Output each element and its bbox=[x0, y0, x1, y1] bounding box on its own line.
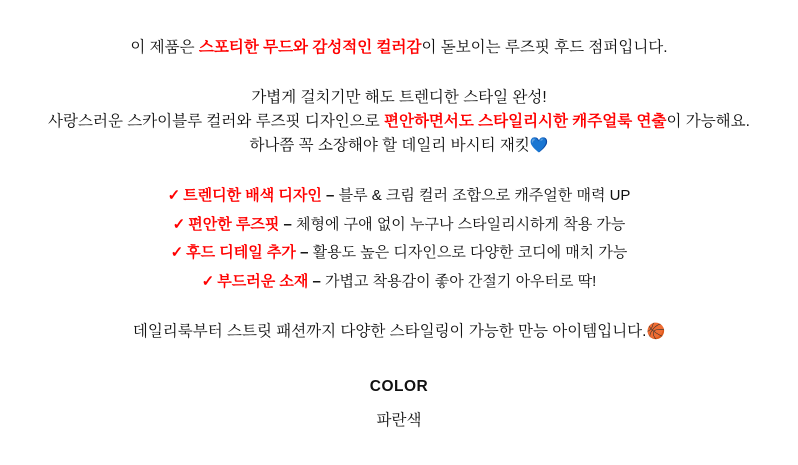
feature-detail: 가볍고 착용감이 좋아 간절기 아우터로 딱! bbox=[325, 272, 597, 290]
color-section-title: COLOR bbox=[369, 378, 429, 396]
check-icon: ✓ bbox=[172, 215, 186, 233]
feature-bullet-4 bbox=[10, 268, 788, 297]
spacer-intro-body bbox=[10, 60, 788, 86]
feature-dash: – bbox=[321, 187, 339, 205]
feature-title: 편안한 루즈핏 bbox=[188, 215, 280, 233]
feature-title: 트렌디한 배색 디자인 bbox=[183, 187, 322, 205]
feature-title: 후드 디테일 추가 bbox=[186, 244, 296, 262]
feature-bullet-3 bbox=[10, 239, 788, 268]
body-line-3-text: 하나쯤 꼭 소장해야 할 데일리 바시티 재킷 bbox=[249, 137, 530, 155]
intro-text-before: 이 제품은 bbox=[130, 39, 199, 56]
check-icon: ✓ bbox=[170, 244, 184, 262]
spacer-bullets-closing bbox=[10, 296, 788, 320]
body-line-2 bbox=[10, 110, 788, 134]
intro-text-after: 이 돋보이는 루즈핏 후드 점퍼입니다. bbox=[421, 39, 668, 56]
blue-heart-icon: 💙 bbox=[529, 137, 549, 155]
body-line-3 bbox=[10, 134, 788, 158]
feature-dash: – bbox=[308, 272, 326, 290]
body-line-2-after: 이 가능해요. bbox=[666, 113, 750, 131]
body-line-1: 가볍게 걸치기만 해도 트렌디한 스타일 완성! bbox=[251, 89, 547, 107]
closing-line bbox=[10, 320, 788, 344]
feature-detail: 블루 & 크림 컬러 조합으로 캐주얼한 매력 UP bbox=[338, 187, 631, 205]
check-icon: ✓ bbox=[167, 187, 181, 205]
feature-dash: – bbox=[279, 215, 297, 233]
basketball-icon: 🏀 bbox=[646, 323, 666, 341]
feature-detail: 체형에 구애 없이 누구나 스타일리시하게 착용 가능 bbox=[296, 215, 626, 233]
body-line-2-before: 사랑스러운 스카이블루 컬러와 루즈핏 디자인으로 bbox=[48, 113, 385, 131]
spacer-body-bullets bbox=[10, 158, 788, 182]
body-line-2-highlight: 편안하면서도 스타일리시한 캐주얼룩 연출 bbox=[384, 113, 667, 131]
spacer-closing-color bbox=[10, 344, 788, 378]
check-icon: ✓ bbox=[201, 272, 215, 290]
feature-bullet-1 bbox=[10, 182, 788, 211]
feature-bullet-2 bbox=[10, 211, 788, 240]
color-section-value: 파란색 bbox=[376, 412, 422, 430]
intro-highlight: 스포티한 무드와 감성적인 컬러감 bbox=[198, 39, 422, 56]
feature-dash: – bbox=[295, 244, 313, 262]
closing-text: 데일리룩부터 스트릿 패션까지 다양한 스타일링이 가능한 만능 아이템입니다. bbox=[132, 323, 647, 341]
feature-detail: 활용도 높은 디자인으로 다양한 코디에 매치 가능 bbox=[312, 244, 628, 262]
intro-line bbox=[10, 36, 788, 60]
feature-title: 부드러운 소재 bbox=[217, 272, 309, 290]
